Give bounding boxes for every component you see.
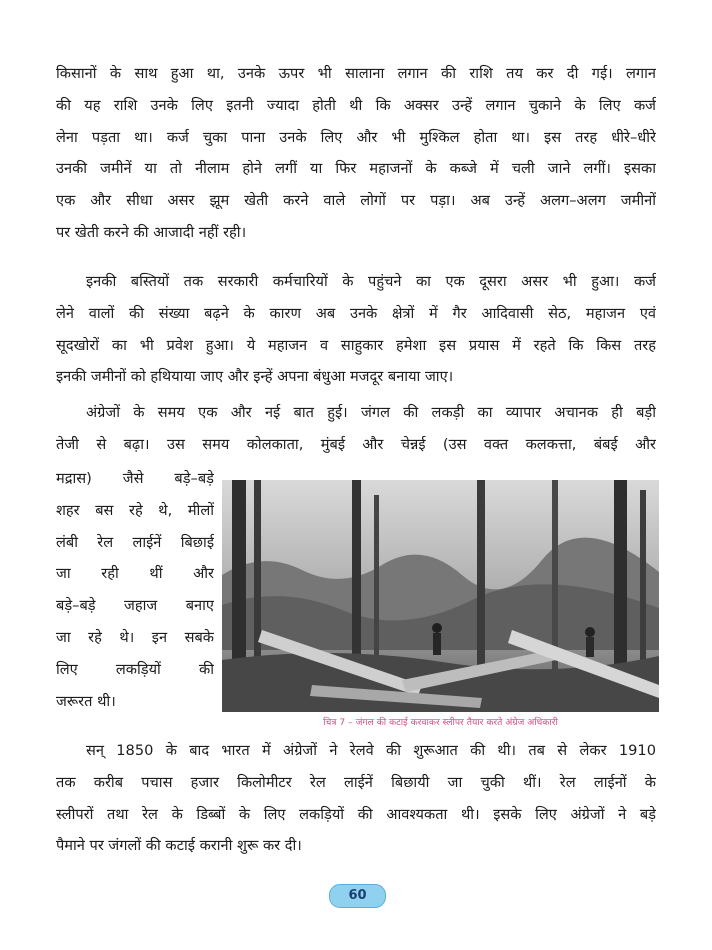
text-line: बड़े–बड़े जहाज बनाए [56, 597, 214, 615]
text-line: जा रही थीं और [56, 565, 214, 583]
text-line: जरूरत थी। [56, 692, 116, 710]
text-line: लेने वालों की संख्या बढ़ने के कारण अब उनके क्षेत्रों में गैर आदिवासी सेठ, महाजन एवं [56, 304, 656, 322]
text-line: तक करीब पचास हजार किलोमीटर रेल लाईनें बिछायी जा चुकी थीं। रेल लाईनों के [56, 773, 656, 791]
text-line: शहर बस रहे थे, मीलों [56, 501, 214, 519]
text-line: पर खेती करने की आजादी नहीं रही। [56, 223, 247, 241]
text-line: पैमाने पर जंगलों की कटाई करानी शुरू कर दी। [56, 837, 302, 855]
text-line: एक और सीधा असर झूम खेती करने वाले लोगों पर पड़ा। अब उन्हें अलग–अलग जमीनों [56, 192, 656, 210]
text-line: तेजी से बढ़ा। उस समय कोलकाता, मुंबई और चेन्नई (उस वक्त कलकत्ता, बंबई और [56, 435, 656, 453]
figure-caption: चित्र 7 – जंगल की कटाई करवाकर स्लीपर तैयार करते अंग्रेज अधिकारी [323, 717, 558, 728]
paragraph-timber-trade [56, 397, 656, 461]
text-line: इनकी बस्तियों तक सरकारी कर्मचारियों के पहुंचने का एक दूसरा असर भी हुआ। कर्ज [86, 273, 656, 290]
paragraph-land-revenue [56, 58, 656, 249]
text-line: सन् 1850 के बाद भारत में अंग्रेजों ने रेलवे की शुरूआत की थी। तब से लेकर 1910 [86, 742, 656, 759]
text-line: मद्रास) जैसे बड़े–बड़े [56, 470, 214, 487]
text-line: लिए लकड़ियों की [56, 660, 214, 678]
paragraph-side-text [56, 463, 214, 717]
text-line: उनकी जमीनें या तो नीलाम होने लगीं या फिर महाजनों के कब्जे में चली जाने लगीं। इसका [56, 160, 656, 178]
paragraph-railways [56, 735, 656, 862]
text-line: सूदखोरों का भी प्रवेश हुआ। ये महाजन व साहुकार हमेशा इस प्रयास में रहते कि किस तरह [56, 336, 656, 354]
text-line: स्लीपरों तथा रेल के डिब्बों के लिए लकड़ियों की आवश्यकता थी। इसके लिए अंग्रेजों ने बड़े [56, 805, 656, 823]
text-line: इनकी जमीनों को हथियाया जाए और इन्हें अपना बंधुआ मजदूर बनाया जाए। [56, 368, 454, 386]
text-line: अंग्रेजों के समय एक और नई बात हुई। जंगल की लकड़ी का व्यापार अचानक ही बड़ी [86, 404, 656, 421]
paragraph-moneylenders [56, 266, 656, 393]
page-number-badge: 60 [329, 884, 386, 908]
text-line: किसानों के साथ हुआ था, उनके ऊपर भी सालाना लगान की राशि तय कर दी गई। लगान [56, 65, 656, 82]
text-line: लेना पड़ता था। कर्ज चुका पाना उनके लिए और भी मुश्किल होता था। इस तरह धीरे–धीरे [56, 128, 656, 146]
text-line: की यह राशि उनके लिए इतनी ज्यादा होती थी कि अक्सर उन्हें लगान चुकाने के लिए कर्ज [56, 96, 656, 114]
forest-cutting-photo [222, 480, 659, 712]
text-line: लंबी रेल लाईनें बिछाई [56, 533, 214, 551]
text-line: जा रहे थे। इन सबके [56, 628, 214, 646]
